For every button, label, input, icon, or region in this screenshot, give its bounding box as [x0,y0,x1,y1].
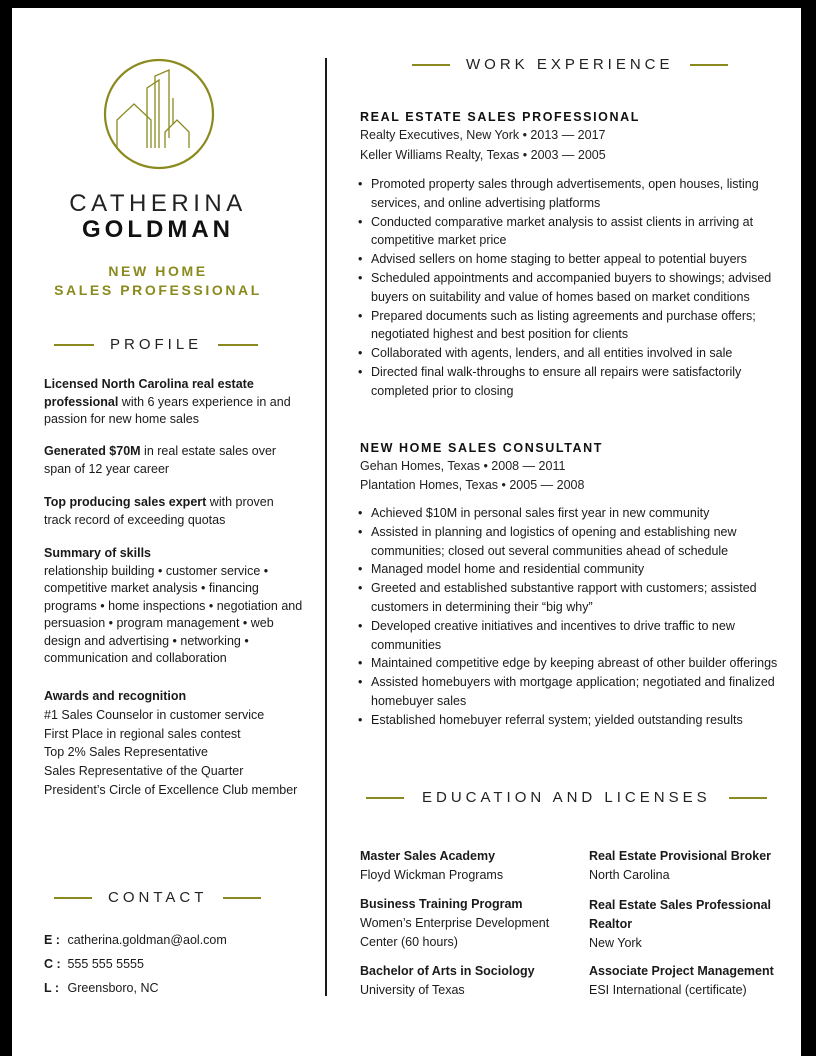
work-experience-heading [412,56,728,73]
education-sub: University of Texas [360,983,465,997]
education-title: Master Sales Academy [360,849,496,863]
list-item: • Achieved $10M in personal sales first year in new community [358,504,788,523]
phone-value[interactable]: 555 555 5555 [67,957,144,971]
contact-heading-text: CONTACT [108,889,208,906]
profile-heading-text: PROFILE [110,336,203,353]
skills-summary [44,545,304,668]
contact-location [44,981,159,995]
list-item: • Conducted comparative market analysis to assist clients in arriving at competitive market price [358,213,788,251]
education-item [589,847,789,885]
profile-1-bold: Licensed North Carolina real estate professional [44,377,254,409]
job-employer: Keller Williams Realty, Texas • 2003 — 2005 [360,148,606,162]
job-title: NEW HOME SALES CONSULTANT [360,441,604,455]
list-item: • Collaborated with agents, lenders, and all entities involved in sale [358,344,788,363]
education-item [360,895,560,952]
list-item: • Established homebuyer referral system; yielded outstanding results [358,711,788,730]
profile-3-text: with proven track record of exceeding quotas [44,495,274,527]
job-employer: Plantation Homes, Texas • 2005 — 2008 [360,478,585,492]
education-title: Real Estate Sales Professional Realtor [589,898,772,931]
list-item: • Managed model home and residential community [358,560,788,579]
profile-2-text: in real estate sales over span of 12 year career [44,444,277,476]
profile-summary-1 [44,376,304,429]
education-title: Real Estate Provisional Broker [589,849,772,863]
tagline-line-1: NEW HOME [108,263,208,279]
job-2-bullets [358,504,788,730]
list-item: • Scheduled appointments and accompanied buyers to showings; advised buyers on suitability and value of homes based on market conditions [358,269,788,307]
education-sub: Women’s Enterprise Development Center (60 hours) [360,916,550,949]
contact-heading [54,889,261,906]
bottom-rule [12,1043,801,1056]
skills-text: relationship building • customer service • competitive market analysis • financing programs • home inspections • negotiation and persuasion • program management • web design and advertising • networking • communication and collaboration [44,563,303,665]
award-item: Top 2% Sales Representative [44,745,208,760]
list-item: • Directed final walk-throughs to ensure all repairs were satisfactorily completed prior to closing [358,363,788,401]
education-item [589,896,789,953]
profile-2-bold: Generated $70M [44,444,141,458]
education-title: Business Training Program [360,897,523,911]
list-item: • Greeted and established substantive rapport with customers; assisted customers in determining their “big why” [358,579,788,617]
profile-summary-3 [44,494,304,529]
award-item: #1 Sales Counselor in customer service [44,707,265,722]
award-item: President’s Circle of Excellence Club member [44,782,298,797]
job-employer: Realty Executives, New York • 2013 — 2017 [360,128,606,142]
education-item [589,962,794,1000]
email-value[interactable]: catherina.goldman@aol.com [67,933,227,947]
education-sub: ESI International (certificate) [589,983,747,997]
job-title: REAL ESTATE SALES PROFESSIONAL [360,110,640,124]
education-sub: New York [589,936,642,950]
award-item: Sales Representative of the Quarter [44,764,244,779]
awards-title: Awards and recognition [44,689,187,703]
profile-3-bold: Top producing sales expert [44,495,207,509]
job-employer: Gehan Homes, Texas • 2008 — 2011 [360,459,566,473]
last-name: GOLDMAN [82,216,234,243]
first-name: CATHERINA [69,190,247,217]
education-heading [366,789,767,806]
list-item: • Prepared documents such as listing agreements and purchase offers; negotiated highest and best position for clients [358,307,788,345]
list-item: • Developed creative initiatives and incentives to drive traffic to new communities [358,617,788,655]
list-item: • Assisted homebuyers with mortgage application; negotiated and finalized homebuyer sales [358,673,788,711]
education-title: Bachelor of Arts in Sociology [360,964,535,978]
profile-heading [54,336,258,353]
education-sub: Floyd Wickman Programs [360,868,504,882]
job-1-bullets [358,175,788,401]
column-divider [325,58,327,996]
awards-list [44,687,304,800]
education-heading-text: EDUCATION AND LICENSES [422,789,711,806]
contact-email [44,933,227,947]
skills-title: Summary of skills [44,546,151,560]
list-item: • Assisted in planning and logistics of opening and establishing new communities; closed out several communities ahead of schedule [358,523,788,561]
tagline-line-2: SALES PROFESSIONAL [54,282,262,298]
work-heading-text: WORK EXPERIENCE [466,56,674,73]
list-item: • Promoted property sales through advertisements, open houses, listing services, and online advertising platforms [358,175,788,213]
education-item [360,962,575,1000]
location-value: Greensboro, NC [67,981,159,995]
education-title: Associate Project Management [589,964,774,978]
list-item: • Maintained competitive edge by keeping abreast of other builder offerings [358,654,788,673]
education-item [360,847,575,885]
location-key: L : [44,981,60,995]
award-item: First Place in regional sales contest [44,726,241,741]
profile-1-text: with 6 years experience in and passion for new home sales [44,394,291,426]
phone-key: C : [44,957,61,971]
email-key: E : [44,933,60,947]
house-buildings-icon [103,58,215,170]
list-item: • Advised sellers on home staging to better appeal to potential buyers [358,250,788,269]
contact-phone [44,957,144,971]
profile-summary-2 [44,443,304,478]
education-sub: North Carolina [589,868,670,882]
